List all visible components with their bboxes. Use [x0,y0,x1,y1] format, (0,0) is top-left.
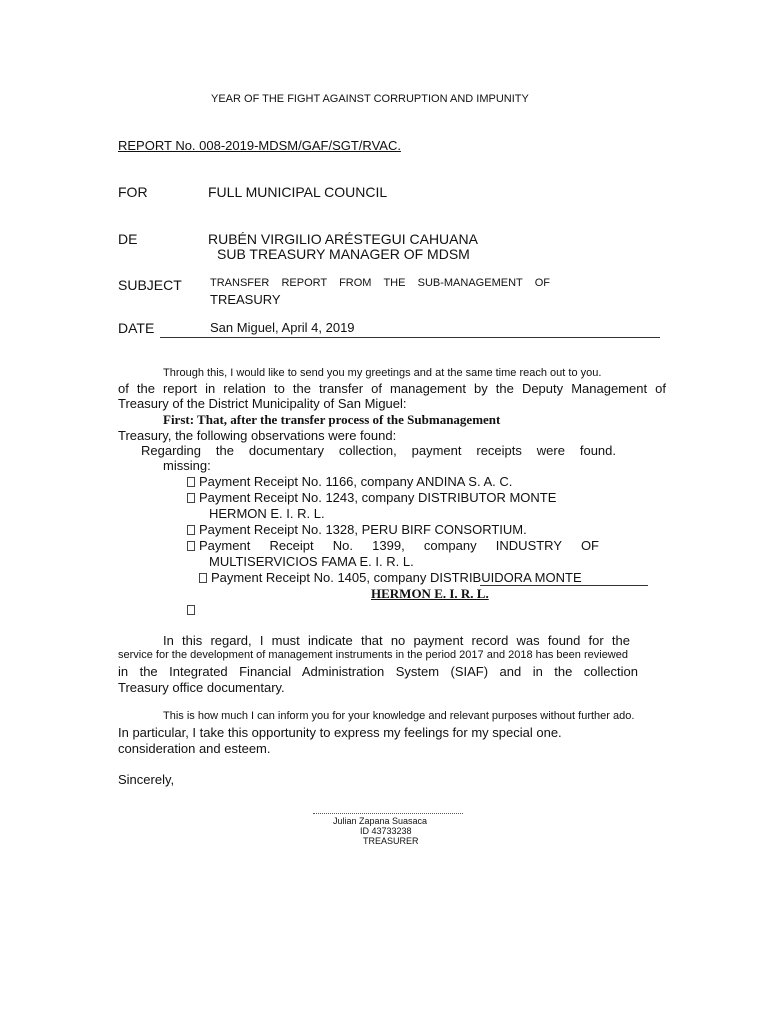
regarding-line-1: Regarding the documentary collection, payment receipts were found. [141,443,616,458]
de-title: SUB TREASURY MANAGER OF MDSM [217,246,470,262]
salutation: Sincerely, [118,772,175,787]
regarding-line-2: missing: [163,458,211,473]
signer-role: TREASURER [363,836,419,846]
checkbox-glyph-icon [187,525,195,535]
regard-line-1: In this regard, I must indicate that no payment record was found for the [163,633,630,648]
receipt-underline [480,585,648,586]
intro-line-2: of the report in relation to the transfer of management by the Deputy Management of [118,381,666,396]
receipt-text: Payment Receipt No. 1328, PERU BIRF CONSORTIUM. [199,522,527,537]
for-value: FULL MUNICIPAL COUNCIL [208,184,388,200]
date-divider [160,337,660,338]
de-label: DE [118,231,138,247]
first-heading: First: That, after the transfer process of the Submanagement [163,412,501,427]
subject-line-1: TRANSFER REPORT FROM THE SUB-MANAGEMENT OF [210,277,550,289]
subject-line-2: TREASURY [210,292,281,307]
signer-name: Julian Zapana Suasaca [333,816,428,826]
date-label: DATE [118,320,155,336]
regard-line-3: in the Integrated Financial Administration System (SIAF) and in the collection [118,664,638,679]
closing-line-1: This is how much I can inform you for your knowledge and relevant purposes without further ado. [163,710,635,722]
receipt-text: Payment Receipt No. 1399, company INDUSTRY OF [199,538,599,553]
receipt-text: Payment Receipt No. 1405, company DISTRIBUIDORA MONTE [211,570,582,585]
receipt-text: Payment Receipt No. 1166, company ANDINA S. A. C. [199,474,513,489]
signer-id: ID 43733238 [360,826,412,836]
receipt-text-cont: HERMON E. I. R. L. [209,506,325,521]
receipt-item [187,474,512,489]
checkbox-glyph-icon [187,493,195,503]
receipt-text-cont: MULTISERVICIOS FAMA E. I. R. L. [209,554,414,569]
receipt-item [187,522,527,537]
signature-line [313,813,463,814]
receipt-item [187,538,602,553]
year-motto: YEAR OF THE FIGHT AGAINST CORRUPTION AND IMPUNITY [211,93,529,105]
receipt-text: Payment Receipt No. 1243, company DISTRIBUTOR MONTE [199,490,557,505]
checkbox-glyph-icon [199,573,207,583]
first-continuation: Treasury, the following observations were found: [118,428,397,443]
closing-line-2: In particular, I take this opportunity to express my feelings for my special one. [118,725,562,740]
checkbox-glyph-icon [187,541,195,551]
subject-label: SUBJECT [118,277,182,293]
receipt-item [187,490,600,505]
de-name: RUBÉN VIRGILIO ARÉSTEGUI CAHUANA [208,231,478,247]
regard-line-4: Treasury office documentary. [118,680,285,695]
report-number: REPORT No. 008-2019-MDSM/GAF/SGT/RVAC. [118,138,401,153]
checkbox-glyph-icon [187,477,195,487]
intro-line-3: Treasury of the District Municipality of San Miguel: [118,396,407,411]
closing-line-3: consideration and esteem. [118,741,271,756]
checkbox-glyph-icon [187,605,195,615]
intro-line-1: Through this, I would like to send you my greetings and at the same time reach out to you. [163,367,602,379]
date-value: San Miguel, April 4, 2019 [210,320,355,335]
empty-list-item [187,602,199,617]
receipt-text-cont: HERMON E. I. R. L. [371,586,489,601]
receipt-item [199,570,582,585]
regard-line-2: service for the development of management instruments in the period 2017 and 2018 has been reviewed [118,649,628,661]
for-label: FOR [118,184,148,200]
